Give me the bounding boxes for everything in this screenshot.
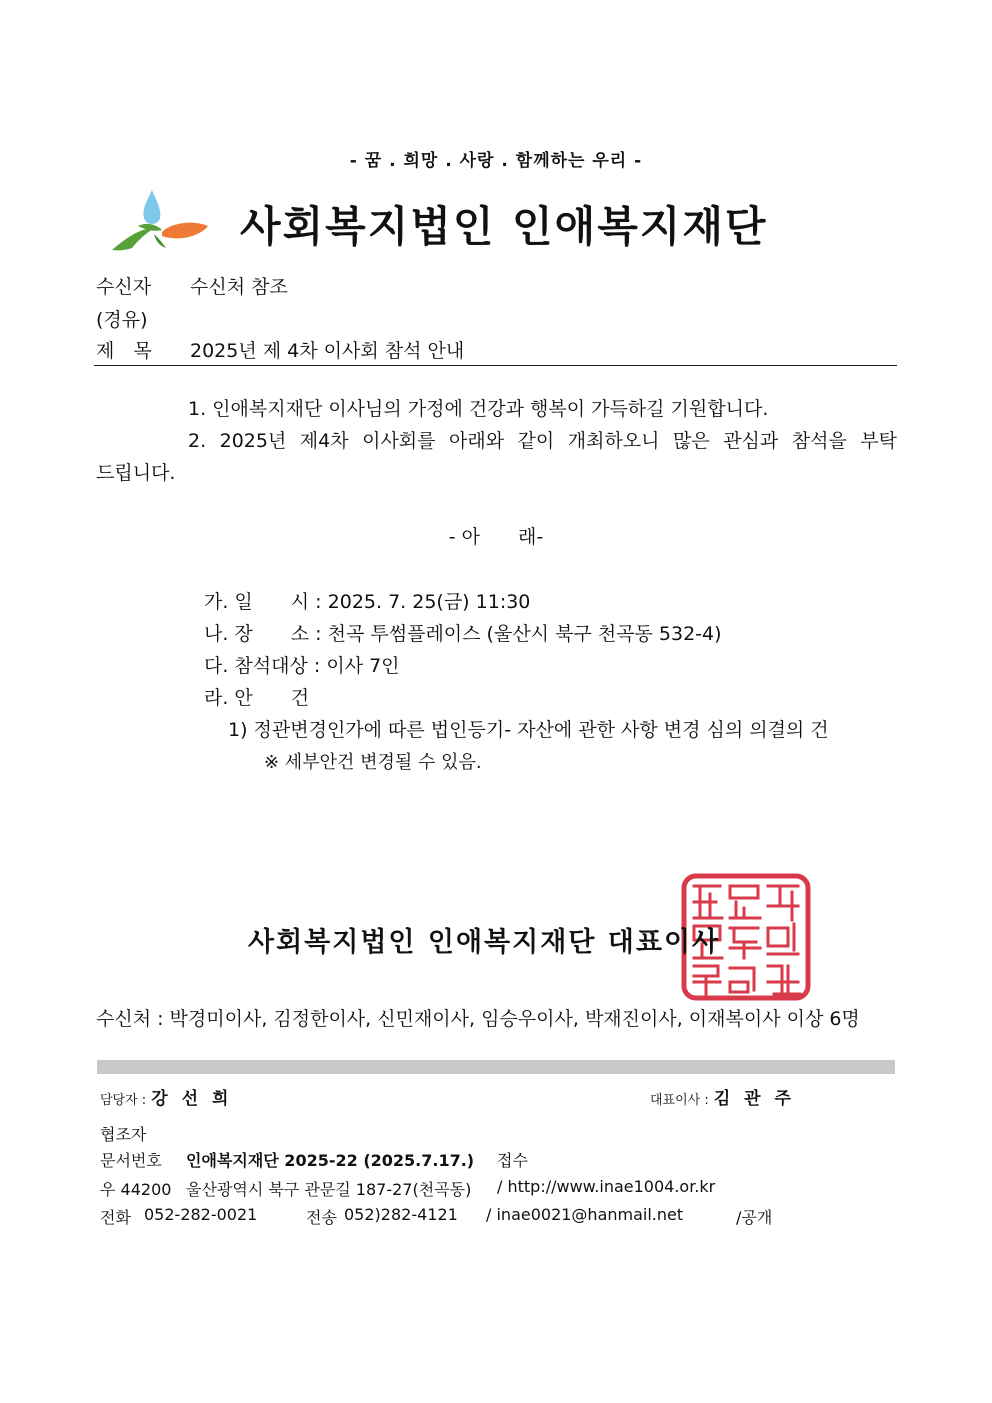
representative-block (650, 1084, 795, 1109)
detail-value: 이사 7인 (326, 655, 400, 677)
detail-label: 나. 장 소 : (204, 623, 322, 645)
staff-block (100, 1084, 232, 1109)
website-link[interactable]: / http://www.inae1004.or.kr (497, 1177, 716, 1196)
detail-value: 2025. 7. 25(금) 11:30 (327, 591, 531, 613)
detail-row-attendees (204, 651, 400, 678)
subject-value: 2025년 제 4차 이사회 참석 안내 (190, 340, 465, 362)
subject-label: 제 목 (96, 340, 152, 362)
doc-number-value: 인애복지재단 2025-22 (2025.7.17.) (186, 1151, 475, 1170)
recipient-value: 수신처 참조 (190, 276, 288, 298)
fax-number: 052)282-4121 (344, 1205, 458, 1224)
representative-label: 대표이사 : (650, 1093, 709, 1108)
disclosure-status: /공개 (736, 1208, 773, 1227)
staff-label: 담당자 : (100, 1093, 147, 1108)
note: ※ 세부안건 변경될 수 있음. (264, 752, 482, 773)
recipients-list: 수신처 : 박경미이사, 김정한이사, 신민재이사, 임승우이사, 박재진이사, 이재복이사 이상 6명 (96, 1008, 860, 1030)
cooperator-label: 협조자 (100, 1125, 147, 1144)
address: 울산광역시 북구 관문길 187-27(천곡동) (186, 1180, 472, 1199)
email-link[interactable]: / inae0021@hanmail.net (486, 1205, 684, 1224)
postal-code: 우 44200 (100, 1180, 172, 1199)
phone-number: 052-282-0021 (144, 1205, 258, 1224)
paragraph-1: 1. 인애복지재단 이사님의 가정에 건강과 행복이 가득하길 기원합니다. (188, 398, 769, 420)
doc-number-label: 문서번호 (100, 1151, 162, 1170)
detail-row-agenda (204, 683, 309, 710)
paragraph-2-line-1: 2. 2025년 제4차 이사회를 아래와 같이 개최하오니 많은 관심과 참석을 부탁 (188, 430, 897, 452)
detail-label: 다. 참석대상 : (204, 655, 321, 677)
detail-label: 가. 일 시 : (204, 591, 322, 613)
agenda-item: 1) 정관변경인가에 따른 법인등기- 자산에 관한 사항 변경 심의 의결의 건 (228, 719, 829, 741)
staff-name: 강 선 희 (151, 1089, 233, 1109)
recipient-label: 수신자 (96, 276, 152, 298)
paragraph-2-line-2: 드립니다. (96, 462, 176, 484)
detail-value: 천곡 투썸플레이스 (울산시 북구 천곡동 532-4) (327, 623, 722, 645)
detail-row-place (204, 619, 722, 646)
below-heading: - 아 래- (448, 526, 544, 548)
fax-label: 전송 (306, 1208, 337, 1227)
phone-label: 전화 (100, 1208, 131, 1227)
detail-label: 라. 안 건 (204, 687, 310, 709)
header-divider (94, 365, 897, 366)
footer-divider-bar (97, 1060, 895, 1074)
receipt-label: 접수 (497, 1151, 528, 1170)
foundation-logo-icon (108, 188, 212, 254)
detail-row-date (204, 587, 530, 614)
representative-name: 김 관 주 (713, 1089, 795, 1109)
slogan: - 꿈 . 희망 . 사랑 . 함께하는 우리 - (349, 151, 643, 171)
via-label: (경유) (96, 309, 148, 331)
organization-title: 사회복지법인 인애복지재단 (240, 202, 768, 251)
signature-line: 사회복지법인 인애복지재단 대표이사 (248, 927, 721, 958)
